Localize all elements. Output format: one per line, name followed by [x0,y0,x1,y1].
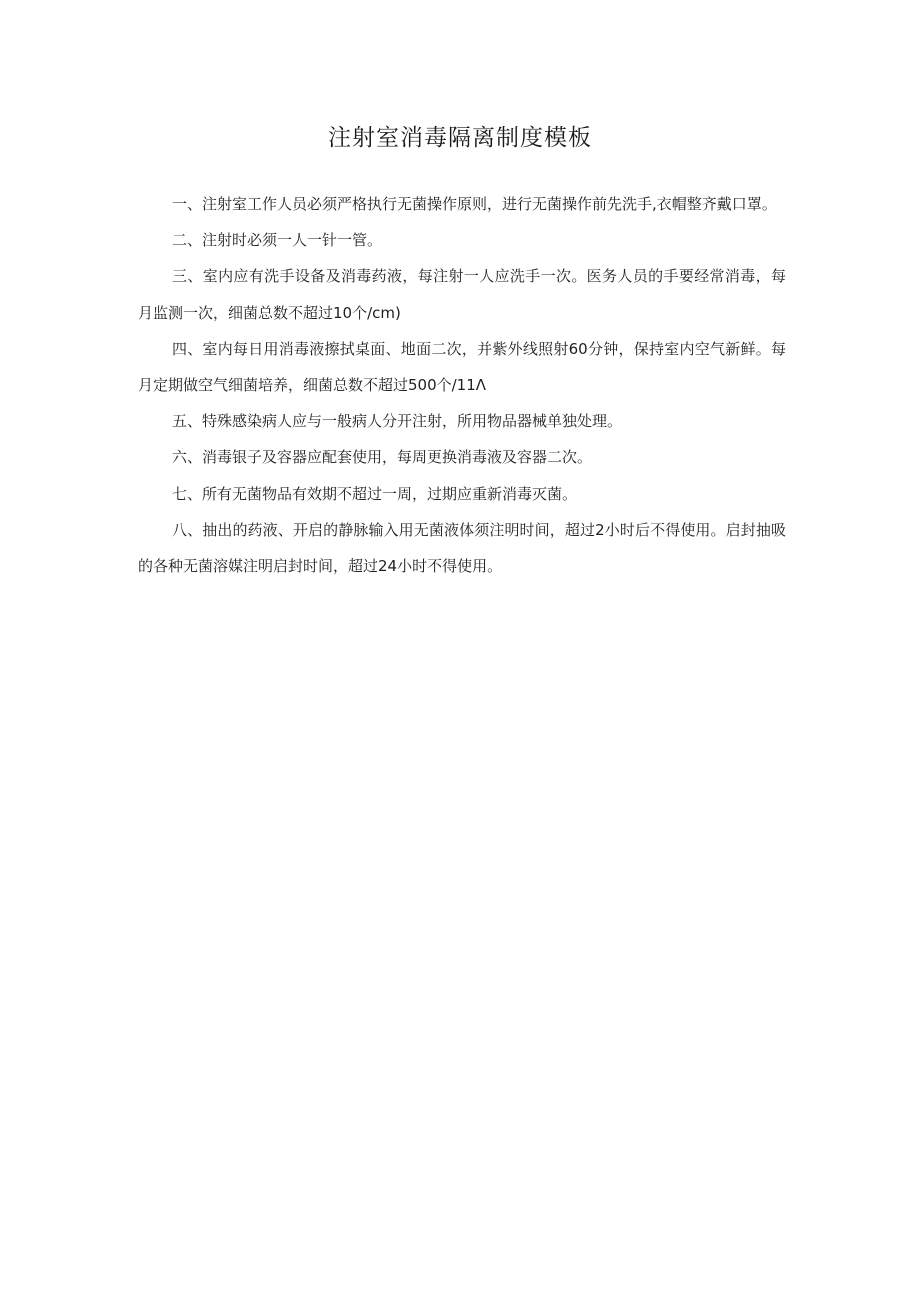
paragraph-2: 二、注射时必须一人一针一管。 [172,231,383,250]
paragraph-5: 五、特殊感染病人应与一般病人分开注射，所用物品器械单独处理。 [172,412,623,431]
paragraph-4: 四、室内每日用消毒液擦拭桌面、地面二次，并紫外线照射60分钟，保持室内空气新鲜。每月定期做空气细菌培养，细菌总数不超过500个/11Λ [138,339,786,395]
paragraph-7: 七、所有无菌物品有效期不超过一周，过期应重新消毒灭菌。 [172,484,578,503]
paragraph-6: 六、消毒银子及容器应配套使用，每周更换消毒液及容器二次。 [172,448,593,467]
paragraph-8: 八、抽出的药液、开启的静脉输入用无菌液体须注明时间，超过2小时后不得使用。启封抽吸的各种无菌溶媒注明启封时间，超过24小时不得使用。 [138,520,786,576]
paragraph-1: 一、注射室工作人员必须严格执行无菌操作原则，进行无菌操作前先洗手,衣帽整齐戴口罩。 [172,195,777,213]
document-body [138,186,786,584]
paragraph-3: 三、室内应有洗手设备及消毒药液，每注射一人应洗手一次。医务人员的手要经常消毒，每月监测一次，细菌总数不超过10个/cm) [138,267,786,322]
document-title: 注射室消毒隔离制度模板 [328,125,592,151]
